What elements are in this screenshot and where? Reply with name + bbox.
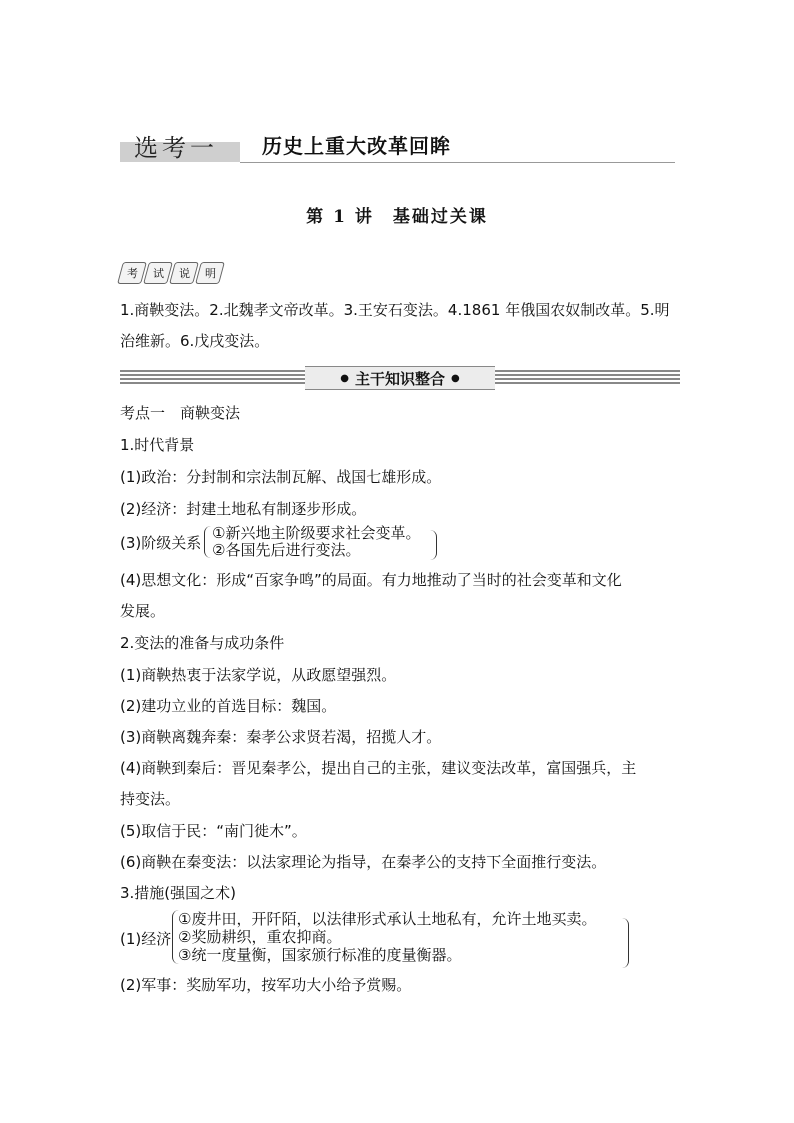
- chapter-header: [120, 128, 675, 164]
- paragraph: (1)商鞅热衷于法家学说，从政愿望强烈。: [120, 666, 397, 684]
- exam-badge-char: 试: [143, 262, 173, 284]
- paragraph: (1)政治：分封制和宗法制瓦解、战国七雄形成。: [120, 468, 442, 486]
- paragraph: (2)军事：奖励军功，按军功大小给予赏赐。: [120, 976, 412, 994]
- list-item: ②奖励耕织，重农抑商。: [178, 928, 342, 946]
- paragraph: (6)商鞅在秦变法：以法家理论为指导，在秦孝公的支持下全面推行变法。: [120, 853, 607, 871]
- paragraph: (4)商鞅到秦后：晋见秦孝公，提出自己的主张，建议变法改革，富国强兵，主: [120, 759, 637, 777]
- subsection-title: 3.措施(强国之术): [120, 884, 237, 902]
- class-relations-block: [120, 524, 450, 562]
- section-banner: [120, 366, 680, 388]
- chapter-tag-text: 选考一: [134, 134, 218, 162]
- section-heading: 考点一 商鞅变法: [120, 404, 241, 422]
- economy-measures-block: [120, 908, 640, 970]
- left-brace: [204, 526, 211, 558]
- paragraph: (2)经济：封建土地私有制逐步形成。: [120, 500, 367, 518]
- exam-description-line: 治维新。6.戊戌变法。: [120, 332, 270, 350]
- exam-badge-char: 说: [169, 262, 199, 284]
- paragraph: 发展。: [120, 602, 166, 620]
- list-item: ③统一度量衡，国家颁行标准的度量衡器。: [178, 946, 462, 964]
- bullet-icon: ●: [451, 372, 460, 384]
- list-item: ①废井田，开阡陌，以法律形式承认土地私有，允许土地买卖。: [178, 910, 597, 928]
- list-item: ①新兴地主阶级要求社会变革。: [212, 524, 421, 542]
- brace-items: [212, 525, 420, 559]
- chapter-tag: [120, 128, 240, 164]
- banner-decoration: [120, 370, 305, 384]
- paragraph: (4)思想文化：形成“百家争鸣”的局面。有力地推动了当时的社会变革和文化: [120, 571, 622, 589]
- paragraph: (5)取信于民：“南门徙木”。: [120, 822, 307, 840]
- subsection-title: 2.变法的准备与成功条件: [120, 634, 285, 652]
- brace-items: [178, 910, 596, 964]
- exam-badge-char: 考: [117, 262, 147, 284]
- banner-decoration: [495, 370, 680, 384]
- right-brace: [622, 918, 629, 968]
- lecture-title: 第 1 讲 基础过关课: [306, 207, 488, 227]
- paragraph: (2)建功立业的首选目标：魏国。: [120, 697, 337, 715]
- exam-badge-char: 明: [195, 262, 225, 284]
- paragraph: 持变法。: [120, 790, 181, 808]
- right-brace: [430, 530, 437, 560]
- list-item: ②各国先后进行变法。: [212, 541, 361, 559]
- paragraph: (3)商鞅离魏奔秦：秦孝公求贤若渴，招揽人才。: [120, 728, 442, 746]
- brace-label: (3)阶级关系: [120, 534, 202, 552]
- exam-badge: [120, 262, 224, 286]
- subsection-title: 1.时代背景: [120, 436, 195, 454]
- banner-label: ● 主干知识整合 ●: [305, 366, 495, 390]
- brace-label: (1)经济: [120, 930, 172, 948]
- chapter-title: 历史上重大改革回眸: [262, 134, 451, 158]
- chapter-divider: [240, 162, 675, 163]
- exam-description-line: 1.商鞅变法。2.北魏孝文帝改革。3.王安石变法。4.1861 年俄国农奴制改革。5.明: [120, 301, 670, 319]
- bullet-icon: ●: [340, 372, 349, 384]
